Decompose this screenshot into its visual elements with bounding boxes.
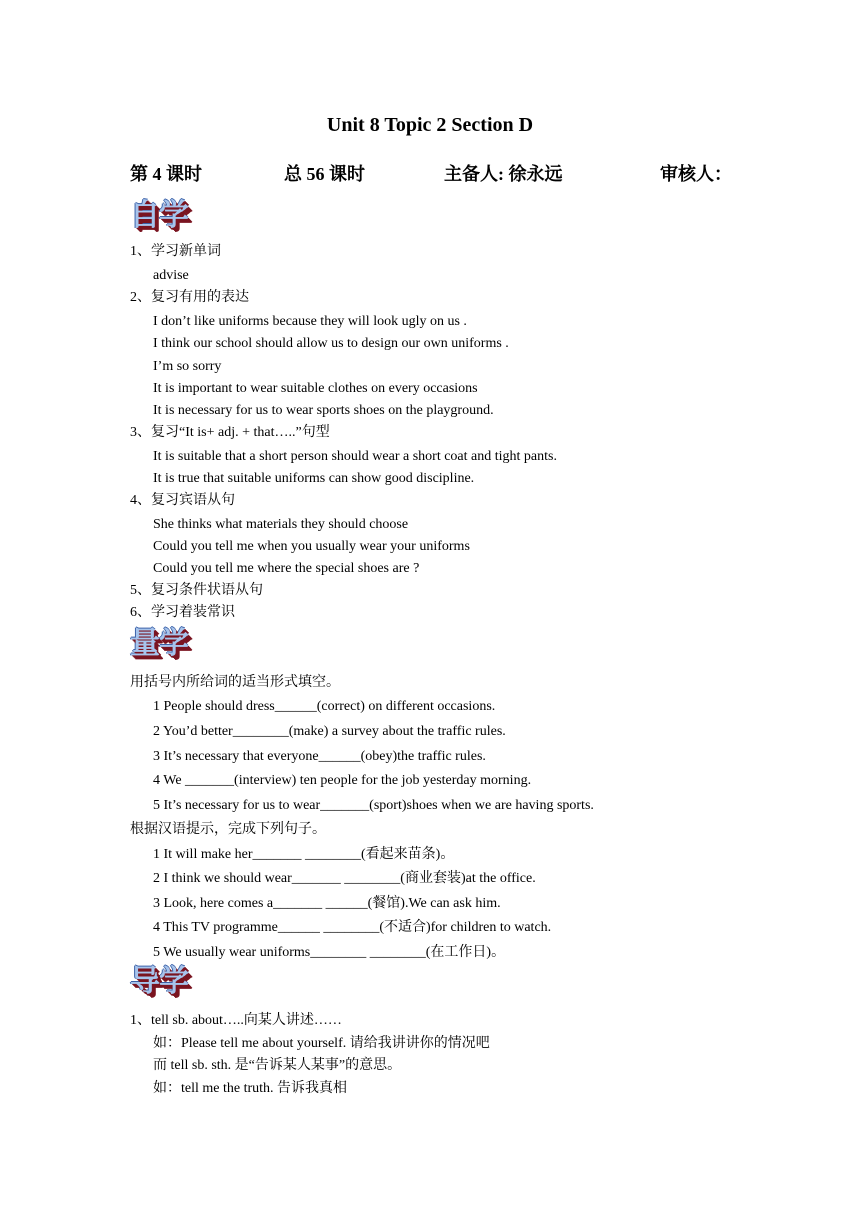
text-line: It is important to wear suitable clothes on every occasions xyxy=(153,381,478,396)
text-line: 4 This TV programme______ ________(不适合)for children to watch. xyxy=(153,920,552,935)
preparer: 主备人: 徐永远 xyxy=(444,164,563,184)
text-line: 2、复习有用的表达 xyxy=(130,290,249,305)
text-line: 4、复习宾语从句 xyxy=(130,493,235,508)
text-line: 5 We usually wear uniforms________ ________(在工作日)。 xyxy=(153,945,506,960)
text-line: 如：tell me the truth. 告诉我真相 xyxy=(153,1081,348,1096)
section-heading-liangxue: 量学 xyxy=(130,626,188,661)
text-line: I don’t like uniforms because they will look ugly on us . xyxy=(153,314,467,329)
text-line: I’m so sorry xyxy=(153,359,222,374)
section-heading-zixue: 自学 xyxy=(130,198,188,233)
text-line: 5、复习条件状语从句 xyxy=(130,583,263,598)
text-line: 3 It’s necessary that everyone______(obey)the traffic rules. xyxy=(153,749,486,764)
text-line: Could you tell me when you usually wear your uniforms xyxy=(153,539,470,554)
text-line: 2 You’d better________(make) a survey about the traffic rules. xyxy=(153,724,506,739)
text-line: 2 I think we should wear_______ ________(商业套装)at the office. xyxy=(153,871,536,886)
lesson-number: 第 4 课时 xyxy=(130,164,202,184)
text-line: It is necessary for us to wear sports shoes on the playground. xyxy=(153,403,494,418)
text-line: 3 Look, here comes a_______ ______(餐馆).We can ask him. xyxy=(153,896,501,911)
reviewer: 审核人： xyxy=(660,164,732,184)
text-line: 用括号内所给词的适当形式填空。 xyxy=(130,675,340,690)
page-title: Unit 8 Topic 2 Section D xyxy=(326,114,534,136)
text-line: 4 We _______(interview) ten people for the job yesterday morning. xyxy=(153,773,532,788)
text-line: It is suitable that a short person should wear a short coat and tight pants. xyxy=(153,449,557,464)
total-lessons: 总 56 课时 xyxy=(284,164,365,184)
text-line: 1 It will make her_______ ________(看起来苗条)。 xyxy=(153,847,455,862)
text-line: 6、学习着装常识 xyxy=(130,605,235,620)
text-line: 1、学习新单词 xyxy=(130,244,221,259)
text-line: 3、复习“It is+ adj. + that…..”句型 xyxy=(130,425,330,440)
text-line: 而 tell sb. sth. 是“告诉某人某事”的意思。 xyxy=(153,1058,402,1073)
text-line: She thinks what materials they should choose xyxy=(153,517,409,532)
text-line: 根据汉语提示，完成下列句子。 xyxy=(130,822,326,837)
text-line: 如：Please tell me about yourself. 请给我讲讲你的情况吧 xyxy=(153,1036,490,1051)
section-heading-daoxue: 导学 xyxy=(130,964,188,999)
text-line: Could you tell me where the special shoes are ? xyxy=(153,561,420,576)
text-line: I think our school should allow us to design our own uniforms . xyxy=(153,336,509,351)
text-line: advise xyxy=(153,268,189,283)
text-line: 1、tell sb. about…..向某人讲述…… xyxy=(130,1013,342,1028)
text-line: It is true that suitable uniforms can show good discipline. xyxy=(153,471,475,486)
lesson-meta xyxy=(130,160,740,186)
text-line: 1 People should dress______(correct) on different occasions. xyxy=(153,699,496,714)
text-line: 5 It’s necessary for us to wear_______(sport)shoes when we are having sports. xyxy=(153,798,594,813)
